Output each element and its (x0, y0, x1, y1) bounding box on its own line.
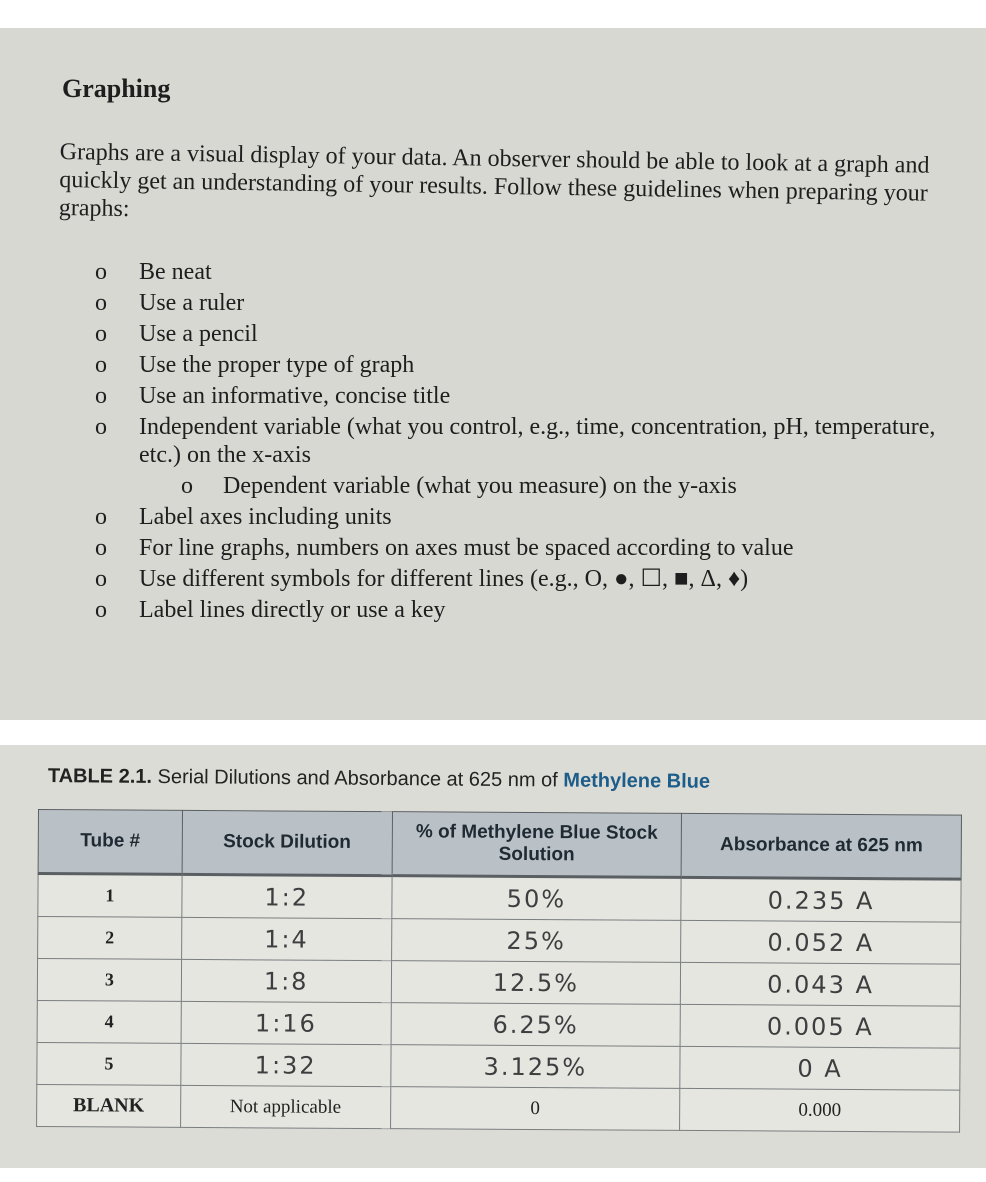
section-heading: Graphing (62, 74, 171, 103)
cell-dilution: Not applicable (180, 1085, 390, 1128)
cell-dilution: 1:2 (182, 874, 392, 918)
bullet-marker: o (95, 290, 107, 316)
cell-dilution: 1:16 (181, 1001, 391, 1044)
cell-dilution: 1:4 (181, 917, 391, 960)
cell-absorbance: 0.000 (680, 1088, 960, 1132)
cell-tube: 2 (38, 917, 182, 960)
table-row (37, 959, 960, 1007)
cell-absorbance: 0.043 A (681, 962, 961, 1006)
bullet-marker: o (95, 321, 107, 347)
bullet-marker: o (95, 259, 107, 285)
bullet-marker: o (95, 504, 107, 530)
table-row (38, 917, 961, 965)
caption-label: TABLE 2.1. (47, 765, 153, 788)
guideline-item: o Use different symbols for different lines (e.g., O, ●, ☐, ■, Δ, ♦) (95, 566, 749, 592)
guideline-list (95, 258, 955, 627)
table-row (37, 1042, 960, 1090)
cell-percent: 25% (391, 919, 681, 963)
bullet-marker: o (181, 473, 193, 499)
bullet-marker: o (95, 597, 107, 623)
guideline-item: o Label axes including units (95, 504, 392, 530)
guideline-item: o Be neat (95, 259, 212, 285)
table-row (37, 1084, 960, 1132)
cell-percent: 0 (390, 1087, 680, 1131)
table-row (38, 874, 961, 923)
cell-dilution: 1:8 (181, 959, 391, 1002)
cell-tube: 3 (37, 959, 181, 1002)
guideline-item: o Label lines directly or use a key (95, 597, 446, 623)
bullet-marker: o (95, 414, 107, 440)
guideline-item: o Independent variable (what you control, e.g., time, concentration, pH, temperature, etc.) on the x-axis (95, 414, 936, 468)
cell-tube: 4 (37, 1000, 181, 1043)
guideline-subitem: o Dependent variable (what you measure) on the y-axis (181, 473, 737, 499)
bullet-marker: o (95, 383, 107, 409)
cell-absorbance: 0.235 A (681, 877, 961, 922)
cell-percent: 3.125% (390, 1045, 680, 1089)
table-header-row (38, 810, 961, 880)
guideline-item: o Use the proper type of graph (95, 352, 415, 378)
cell-tube: 5 (37, 1042, 181, 1085)
intro-paragraph: Graphs are a visual display of your data. An observer should be able to look at a graph and quickly get an understanding of your results. Follow these guidelines when preparing your graphs: (58, 138, 930, 223)
guideline-item: o Use an informative, concise title (95, 383, 451, 409)
cell-dilution: 1:32 (181, 1043, 391, 1086)
cell-tube: BLANK (37, 1084, 181, 1127)
graphing-page (0, 28, 986, 720)
header-dilution: Stock Dilution (182, 810, 392, 875)
table-row (37, 1000, 960, 1048)
bullet-marker: o (95, 535, 107, 561)
header-percent: % of Methylene Blue Stock Solution (392, 812, 682, 878)
cell-percent: 50% (391, 876, 681, 921)
header-tube: Tube # (38, 810, 182, 875)
cell-absorbance: 0.052 A (681, 920, 961, 964)
bullet-marker: o (95, 566, 107, 592)
dilution-table (36, 809, 962, 1133)
header-absorbance: Absorbance at 625 nm (681, 813, 961, 879)
cell-percent: 12.5% (391, 961, 681, 1005)
cell-tube: 1 (38, 874, 182, 918)
guideline-item: o Use a pencil (95, 321, 258, 347)
cell-absorbance: 0 A (680, 1046, 960, 1090)
cell-absorbance: 0.005 A (680, 1004, 960, 1048)
caption-accent: Methylene Blue (563, 769, 711, 793)
bullet-marker: o (95, 352, 107, 378)
guideline-item: o Use a ruler (95, 290, 245, 316)
guideline-item: o For line graphs, numbers on axes must be spaced according to value (95, 535, 794, 561)
table-caption (48, 765, 710, 794)
table-page (0, 745, 986, 1168)
caption-text: Serial Dilutions and Absorbance at 625 nm of (151, 765, 564, 792)
cell-percent: 6.25% (391, 1003, 681, 1047)
